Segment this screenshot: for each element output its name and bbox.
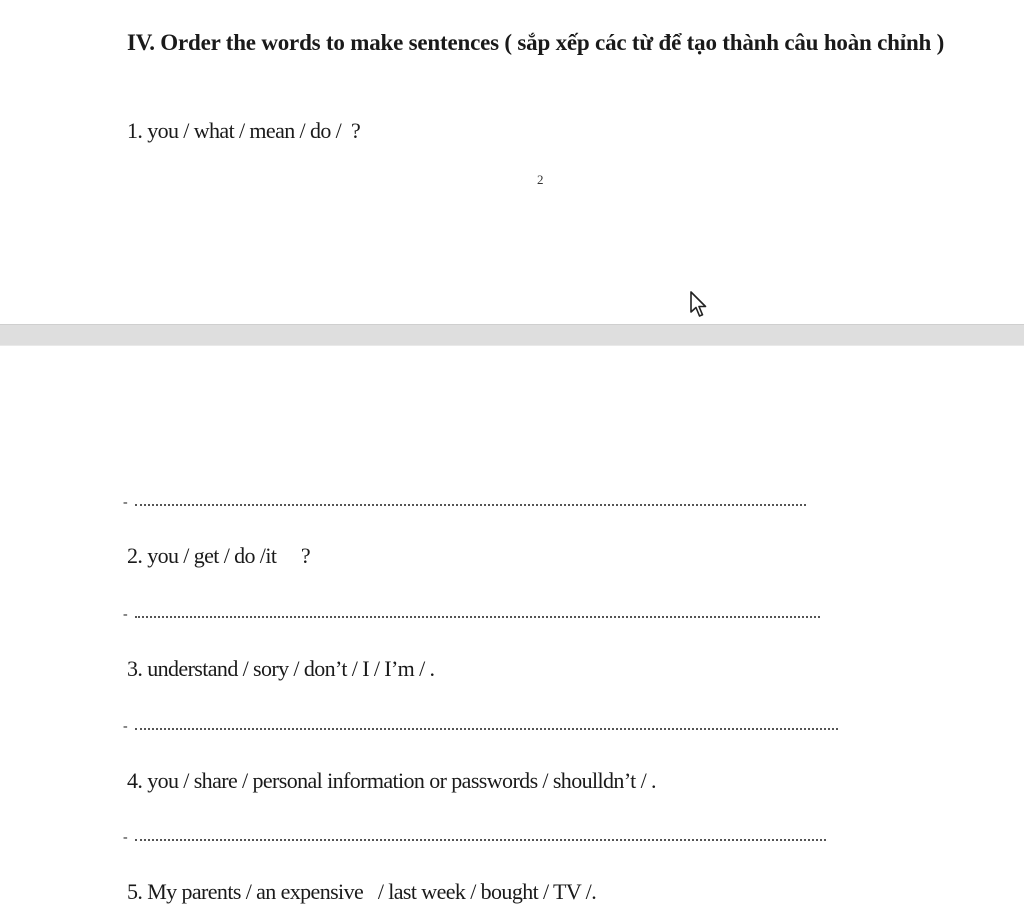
exercise-item-3: 3. understand / sory / don’t / I / I’m / .	[127, 656, 435, 681]
answer-marker: -	[123, 607, 128, 622]
answer-marker: -	[123, 495, 128, 510]
document-page-1	[0, 0, 1024, 324]
mouse-pointer-icon	[689, 291, 709, 319]
answer-line-1[interactable]	[123, 497, 806, 509]
page-separator	[0, 324, 1024, 346]
answer-marker: -	[123, 719, 128, 734]
exercise-item-2: 2. you / get / do /it ?	[127, 543, 311, 568]
answer-line-3[interactable]	[123, 721, 838, 733]
exercise-item-5: 5. My parents / an expensive / last week / bought / TV /.	[127, 879, 597, 904]
answer-line-4[interactable]	[123, 832, 826, 844]
exercise-heading: IV. Order the words to make sentences ( sắp xếp các từ để tạo thành câu hoàn chỉnh )	[127, 30, 945, 55]
dotted-rule	[135, 504, 806, 506]
dotted-rule	[135, 616, 820, 618]
exercise-item-1: 1. you / what / mean / do / ?	[127, 118, 361, 143]
answer-line-2[interactable]	[123, 609, 820, 621]
page-number: 2	[537, 172, 544, 187]
dotted-rule	[135, 728, 838, 730]
answer-marker: -	[123, 830, 128, 845]
dotted-rule	[135, 839, 826, 841]
exercise-item-4: 4. you / share / personal information or passwords / shoulldn’t / .	[127, 768, 656, 793]
